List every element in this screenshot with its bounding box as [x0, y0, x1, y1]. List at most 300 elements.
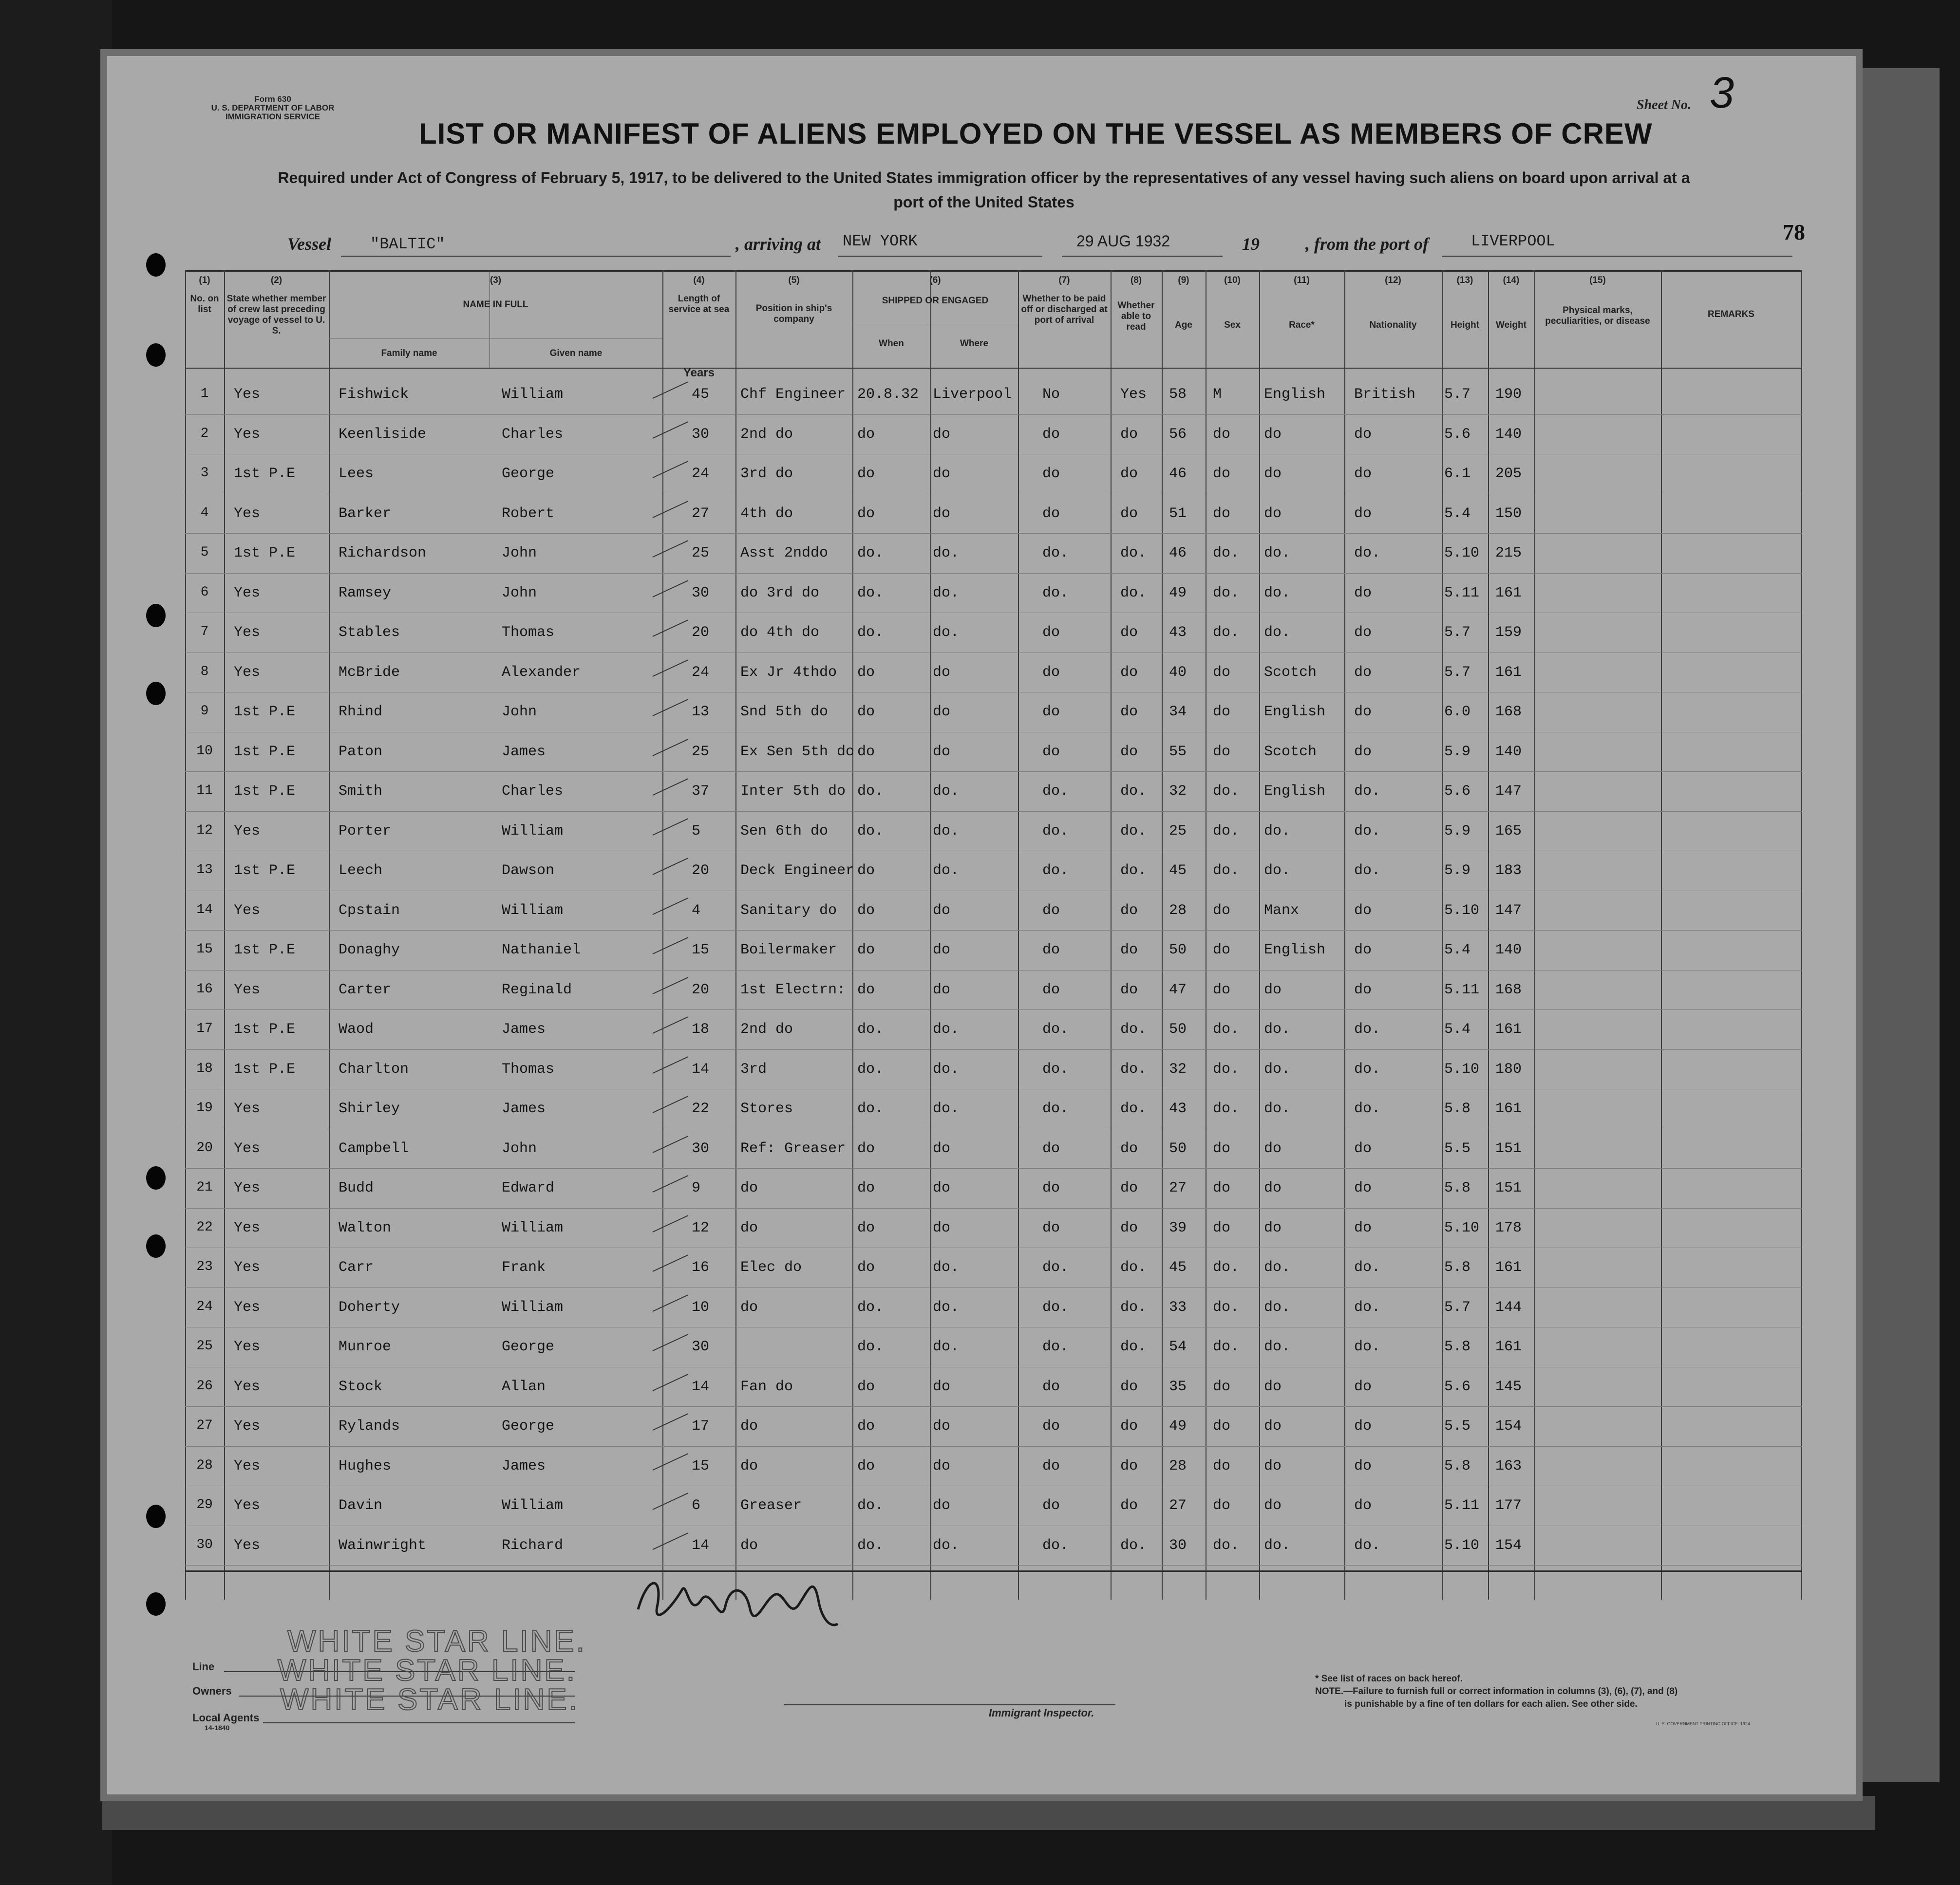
cell-years: 30: [692, 1140, 710, 1157]
cell-race: do: [1264, 1140, 1282, 1157]
check-tick: [653, 818, 688, 836]
white-star-line-stamp: WHITE STAR LINE.: [287, 1624, 587, 1658]
cell-height: 5.11: [1444, 1497, 1480, 1514]
cell-nat: do.: [1354, 1537, 1381, 1554]
cell-family: Stables: [339, 624, 400, 641]
agents-underline: [263, 1722, 575, 1723]
cell-position: Sen 6th do: [740, 822, 829, 840]
cell-race: do: [1264, 1497, 1282, 1514]
cell-given: William: [502, 822, 564, 840]
cell-prev: Yes: [234, 1418, 261, 1435]
cell-age: 40: [1169, 664, 1187, 681]
cell-family: Budd: [339, 1180, 374, 1196]
cell-weight: 151: [1495, 1180, 1522, 1196]
cell-nat: do: [1354, 1140, 1372, 1157]
cell-when: do: [857, 981, 875, 998]
cell-sex: do.: [1213, 1537, 1240, 1554]
cell-height: 5.6: [1444, 426, 1471, 443]
header-col9: (9) Age: [1175, 275, 1192, 330]
cell-weight: 190: [1495, 386, 1522, 403]
cell-height: 5.11: [1444, 981, 1480, 998]
cell-age: 28: [1169, 902, 1187, 919]
cell-read: do: [1120, 704, 1138, 720]
cell-no: 9: [200, 704, 209, 719]
cell-weight: 161: [1495, 1101, 1522, 1117]
check-tick: [653, 1096, 688, 1113]
cell-sex: do.: [1213, 822, 1240, 840]
check-tick: [653, 619, 688, 637]
cell-where: do.: [933, 1061, 960, 1078]
cell-prev: Yes: [234, 1101, 261, 1117]
cell-nat: do.: [1354, 1021, 1381, 1038]
sheet-label: Sheet No.: [1637, 97, 1691, 112]
cell-read: do: [1120, 1140, 1138, 1157]
cell-paid: do: [1042, 1140, 1060, 1157]
cell-given: Allan: [502, 1378, 546, 1395]
row-rule: [185, 1009, 1802, 1010]
cell-prev: Yes: [234, 505, 261, 522]
check-tick: [653, 897, 688, 915]
cell-when: do: [857, 1140, 875, 1157]
cell-height: 5.6: [1444, 783, 1471, 800]
department-name: U. S. DEPARTMENT OF LABOR: [211, 103, 335, 112]
cell-paid: do: [1042, 1219, 1060, 1236]
cell-paid: do.: [1042, 1101, 1069, 1117]
cell-no: 29: [196, 1497, 213, 1512]
cell-paid: do.: [1042, 1259, 1069, 1276]
cell-family: Keenliside: [339, 426, 427, 443]
cell-position: Boilermaker: [740, 942, 837, 958]
header-col8: (8) Whether able to read: [1117, 275, 1155, 332]
cell-given: Alexander: [502, 664, 581, 681]
cell-no: 7: [200, 624, 209, 639]
cell-weight: 151: [1495, 1140, 1522, 1157]
cell-given: Dawson: [502, 862, 555, 879]
cell-family: Cpstain: [339, 902, 400, 919]
cell-sex: do: [1213, 1457, 1231, 1474]
cell-given: Thomas: [502, 624, 555, 641]
binder-hole: [146, 1592, 166, 1616]
form-header-block: [180, 95, 365, 121]
check-tick: [653, 1254, 688, 1272]
cell-years: 18: [692, 1021, 710, 1038]
cell-family: Munroe: [339, 1339, 392, 1355]
cell-family: Stock: [339, 1378, 383, 1395]
cell-no: 3: [200, 466, 209, 481]
cell-race: Scotch: [1264, 743, 1317, 760]
cell-years: 20: [692, 624, 710, 641]
check-tick: [653, 1016, 688, 1034]
cell-read: do: [1120, 743, 1138, 760]
check-tick: [653, 381, 688, 399]
cell-nat: do.: [1354, 545, 1381, 561]
cell-race: do.: [1264, 1299, 1291, 1316]
cell-no: 23: [196, 1259, 213, 1274]
cell-position: 2nd do: [740, 426, 793, 443]
cell-years: 30: [692, 1339, 710, 1355]
cell-nat: do.: [1354, 783, 1381, 800]
cell-sex: do.: [1213, 1299, 1240, 1316]
cell-paid: do.: [1042, 1339, 1069, 1355]
cell-prev: Yes: [234, 981, 261, 998]
cell-when: do: [857, 743, 875, 760]
cell-height: 5.7: [1444, 386, 1471, 403]
cell-age: 27: [1169, 1497, 1187, 1514]
col-line: [852, 270, 853, 1600]
header-remarks: REMARKS: [1707, 309, 1755, 319]
cell-paid: do: [1042, 1180, 1060, 1196]
cell-race: do.: [1264, 822, 1291, 840]
cell-family: Barker: [339, 505, 392, 522]
cell-age: 39: [1169, 1219, 1187, 1236]
cell-sex: do: [1213, 942, 1231, 958]
cell-given: Thomas: [502, 1061, 555, 1078]
arriving-label: , arriving at: [735, 234, 821, 254]
cell-nat: do: [1354, 1180, 1372, 1196]
cell-paid: do.: [1042, 1021, 1069, 1038]
cell-paid: do: [1042, 1457, 1060, 1474]
cell-race: do.: [1264, 1537, 1291, 1554]
year-label: 19: [1242, 234, 1260, 254]
cell-no: 22: [196, 1219, 213, 1235]
cell-position: Fan do: [740, 1378, 793, 1395]
cell-where: do.: [933, 1537, 960, 1554]
cell-years: 20: [692, 862, 710, 879]
cell-sex: do: [1213, 902, 1231, 919]
cell-position: do: [740, 1418, 758, 1435]
cell-no: 25: [196, 1339, 213, 1354]
cell-years: 16: [692, 1259, 710, 1276]
cell-where: do.: [933, 862, 960, 879]
cell-family: Charlton: [339, 1061, 409, 1078]
cell-position: 2nd do: [740, 1021, 793, 1038]
cell-position: Greaser: [740, 1497, 802, 1514]
cell-race: do.: [1264, 545, 1291, 561]
cell-given: Robert: [502, 505, 555, 522]
cell-no: 28: [196, 1457, 213, 1473]
cell-no: 21: [196, 1180, 213, 1195]
cell-age: 43: [1169, 624, 1187, 641]
printing-office: U. S. GOVERNMENT PRINTING OFFICE: 1924: [1656, 1721, 1750, 1726]
col-line: [1259, 270, 1260, 1600]
cell-sex: M: [1213, 386, 1222, 403]
cell-position: do: [740, 1299, 758, 1316]
cell-height: 5.6: [1444, 1378, 1471, 1395]
cell-when: do: [857, 862, 875, 879]
cell-prev: Yes: [234, 386, 261, 403]
cell-age: 30: [1169, 1537, 1187, 1554]
cell-read: do: [1120, 466, 1138, 482]
cell-given: John: [502, 1140, 537, 1157]
cell-weight: 154: [1495, 1418, 1522, 1435]
cell-read: do.: [1120, 862, 1147, 879]
cell-nat: do: [1354, 1378, 1372, 1395]
cell-weight: 161: [1495, 1339, 1522, 1355]
vessel-name: "BALTIC": [370, 235, 445, 253]
cell-race: Scotch: [1264, 664, 1317, 681]
cell-years: 6: [692, 1497, 701, 1514]
cell-paid: do: [1042, 664, 1060, 681]
cell-family: Davin: [339, 1497, 383, 1514]
cell-read: do: [1120, 1378, 1138, 1395]
cell-read: do: [1120, 942, 1138, 958]
cell-height: 5.8: [1444, 1339, 1471, 1355]
cell-when: do.: [857, 545, 884, 561]
cell-no: 19: [196, 1101, 213, 1116]
cell-position: Stores: [740, 1101, 793, 1117]
col-line: [1344, 270, 1345, 1600]
cell-no: 20: [196, 1140, 213, 1156]
binder-hole: [146, 1505, 166, 1528]
cell-where: do.: [933, 584, 960, 601]
cell-weight: 161: [1495, 1021, 1522, 1038]
cell-weight: 161: [1495, 664, 1522, 681]
check-tick: [653, 421, 688, 439]
cell-prev: Yes: [234, 1299, 261, 1316]
cell-sex: do: [1213, 1180, 1231, 1196]
cell-height: 5.4: [1444, 505, 1471, 522]
service-name: IMMIGRATION SERVICE: [226, 112, 320, 121]
cell-no: 24: [196, 1299, 213, 1314]
cell-given: George: [502, 466, 555, 482]
cell-when: do: [857, 704, 875, 720]
cell-nat: do: [1354, 505, 1372, 522]
cell-sex: do.: [1213, 1339, 1240, 1355]
cell-weight: 168: [1495, 704, 1522, 720]
cell-family: Campbell: [339, 1140, 409, 1157]
row-rule: [185, 1168, 1802, 1169]
cell-given: Richard: [502, 1537, 564, 1554]
cell-when: do.: [857, 1497, 884, 1514]
cell-years: 24: [692, 664, 710, 681]
header-col10: (10) Sex: [1224, 275, 1241, 330]
cell-read: do: [1120, 1418, 1138, 1435]
port-underline: [1442, 256, 1792, 257]
cell-where: do.: [933, 1021, 960, 1038]
cell-prev: Yes: [234, 426, 261, 443]
name-subheader-line: [329, 338, 662, 339]
header-col14: (14) Weight: [1496, 275, 1527, 330]
cell-family: Shirley: [339, 1101, 400, 1117]
cell-paid: do: [1042, 1418, 1060, 1435]
row-rule: [185, 930, 1802, 931]
cell-read: do: [1120, 505, 1138, 522]
row-rule: [185, 1446, 1802, 1447]
header-col15: (15) Physical marks, peculiarities, or disease: [1545, 275, 1650, 326]
adjacent-page-edge: [1857, 68, 1940, 1782]
cell-weight: 161: [1495, 584, 1522, 601]
cell-no: 4: [200, 505, 209, 521]
cell-prev: 1st P.E: [234, 1061, 296, 1078]
check-tick: [653, 1136, 688, 1153]
cell-age: 43: [1169, 1101, 1187, 1117]
cell-weight: 180: [1495, 1061, 1522, 1078]
cell-height: 5.10: [1444, 1219, 1480, 1236]
cell-nat: do: [1354, 1497, 1372, 1514]
header-col13: (13) Height: [1450, 275, 1480, 330]
inspector-label: Immigrant Inspector.: [989, 1707, 1094, 1719]
cell-sex: do: [1213, 664, 1231, 681]
cell-years: 12: [692, 1219, 710, 1236]
cell-when: do.: [857, 584, 884, 601]
cell-race: do: [1264, 1219, 1282, 1236]
cell-race: do: [1264, 1457, 1282, 1474]
cell-race: do.: [1264, 1021, 1291, 1038]
row-rule: [185, 414, 1802, 415]
cell-nat: do: [1354, 1418, 1372, 1435]
cell-race: do.: [1264, 624, 1291, 641]
cell-family: Paton: [339, 743, 383, 760]
cell-age: 35: [1169, 1378, 1187, 1395]
cell-age: 56: [1169, 426, 1187, 443]
check-tick: [653, 659, 688, 677]
cell-no: 14: [196, 902, 213, 917]
cell-paid: do.: [1042, 1061, 1069, 1078]
col-line: [1534, 270, 1535, 1600]
cell-given: James: [502, 1101, 546, 1117]
race-note: * See list of races on back hereof.: [1315, 1674, 1463, 1684]
row-rule: [185, 573, 1802, 574]
col-line: [1442, 270, 1443, 1600]
cell-where: do: [933, 664, 951, 681]
cell-family: Wainwright: [339, 1537, 427, 1554]
cell-position: 1st Electrn:: [740, 981, 846, 998]
check-tick: [653, 858, 688, 875]
cell-read: do.: [1120, 1537, 1147, 1554]
cell-prev: 1st P.E: [234, 704, 296, 720]
cell-race: English: [1264, 386, 1326, 403]
col-line: [1111, 270, 1112, 1600]
cell-race: English: [1264, 942, 1326, 958]
cell-age: 58: [1169, 386, 1187, 403]
cell-height: 5.7: [1444, 664, 1471, 681]
cell-position: Chf Engineer: [740, 386, 846, 403]
cell-when: do.: [857, 1339, 884, 1355]
cell-age: 49: [1169, 584, 1187, 601]
cell-given: Frank: [502, 1259, 546, 1276]
cell-nat: do: [1354, 664, 1372, 681]
cell-weight: 178: [1495, 1219, 1522, 1236]
cell-paid: do: [1042, 902, 1060, 919]
cell-paid: do.: [1042, 822, 1069, 840]
cell-prev: 1st P.E: [234, 862, 296, 879]
cell-years: 24: [692, 466, 710, 482]
cell-when: do: [857, 942, 875, 958]
cell-when: do: [857, 1418, 875, 1435]
cell-no: 2: [200, 426, 209, 441]
cell-race: do.: [1264, 862, 1291, 879]
cell-given: Charles: [502, 783, 564, 800]
cell-paid: do: [1042, 942, 1060, 958]
cell-position: do: [740, 1537, 758, 1554]
cell-sex: do.: [1213, 584, 1240, 601]
row-rule: [185, 533, 1802, 534]
cell-paid: do.: [1042, 584, 1069, 601]
cell-read: do: [1120, 624, 1138, 641]
col-line: [662, 270, 663, 1600]
cell-height: 5.8: [1444, 1259, 1471, 1276]
check-tick: [653, 778, 688, 796]
cell-years: 30: [692, 426, 710, 443]
form-number: Form 630: [254, 94, 291, 104]
table-bottom-border: [185, 1570, 1802, 1572]
years-unit-label: Years: [683, 366, 715, 379]
header-family-name: Family name: [381, 348, 437, 358]
cell-nat: do: [1354, 981, 1372, 998]
cell-no: 16: [196, 981, 213, 997]
cell-sex: do.: [1213, 783, 1240, 800]
check-tick: [653, 1215, 688, 1232]
cell-where: do: [933, 942, 951, 958]
cell-paid: do: [1042, 981, 1060, 998]
cell-sex: do: [1213, 1418, 1231, 1435]
cell-read: do.: [1120, 545, 1147, 561]
cell-family: Rhind: [339, 704, 383, 720]
cell-paid: do.: [1042, 1537, 1069, 1554]
col-line: [1018, 270, 1019, 1600]
cell-when: 20.8.32: [857, 386, 919, 403]
cell-sex: do: [1213, 981, 1231, 998]
cell-age: 27: [1169, 1180, 1187, 1196]
cell-prev: 1st P.E: [234, 942, 296, 958]
cell-read: do.: [1120, 584, 1147, 601]
cell-prev: Yes: [234, 1259, 261, 1276]
cell-race: Manx: [1264, 902, 1300, 919]
cell-where: do: [933, 902, 951, 919]
cell-given: George: [502, 1339, 555, 1355]
cell-prev: Yes: [234, 1180, 261, 1196]
cell-nat: do.: [1354, 1339, 1381, 1355]
cell-family: Porter: [339, 822, 392, 840]
cell-years: 25: [692, 743, 710, 760]
cell-read: do.: [1120, 1021, 1147, 1038]
check-tick: [653, 1294, 688, 1312]
cell-nat: do.: [1354, 1101, 1381, 1117]
cell-read: do.: [1120, 1259, 1147, 1276]
cell-sex: do: [1213, 1140, 1231, 1157]
binder-hole: [146, 343, 166, 367]
cell-family: Doherty: [339, 1299, 400, 1316]
binder-hole: [146, 1166, 166, 1190]
cell-age: 55: [1169, 743, 1187, 760]
owners-label: Owners: [192, 1685, 232, 1697]
cell-nat: do.: [1354, 862, 1381, 879]
cell-prev: Yes: [234, 584, 261, 601]
cell-paid: do.: [1042, 1299, 1069, 1316]
cell-weight: 145: [1495, 1378, 1522, 1395]
cell-paid: do.: [1042, 783, 1069, 800]
inspector-signature: [628, 1556, 862, 1639]
cell-when: do: [857, 902, 875, 919]
header-bottom-border: [185, 368, 1802, 369]
cell-no: 13: [196, 862, 213, 877]
cell-age: 34: [1169, 704, 1187, 720]
cell-where: do.: [933, 783, 960, 800]
cell-weight: 147: [1495, 902, 1522, 919]
cell-years: 14: [692, 1537, 710, 1554]
cell-years: 37: [692, 783, 710, 800]
cell-position: Sanitary do: [740, 902, 837, 919]
cell-sex: do: [1213, 743, 1231, 760]
subtitle-line-2: port of the United States: [893, 193, 1074, 211]
cell-given: James: [502, 743, 546, 760]
cell-years: 4: [692, 902, 701, 919]
note-line-1: —Failure to furnish full or correct information in columns (3), (6), (7), and (8): [1343, 1686, 1678, 1697]
cell-position: Inter 5th do: [740, 783, 846, 800]
cell-read: do.: [1120, 1061, 1147, 1078]
cell-race: English: [1264, 783, 1326, 800]
cell-where: do: [933, 426, 951, 443]
